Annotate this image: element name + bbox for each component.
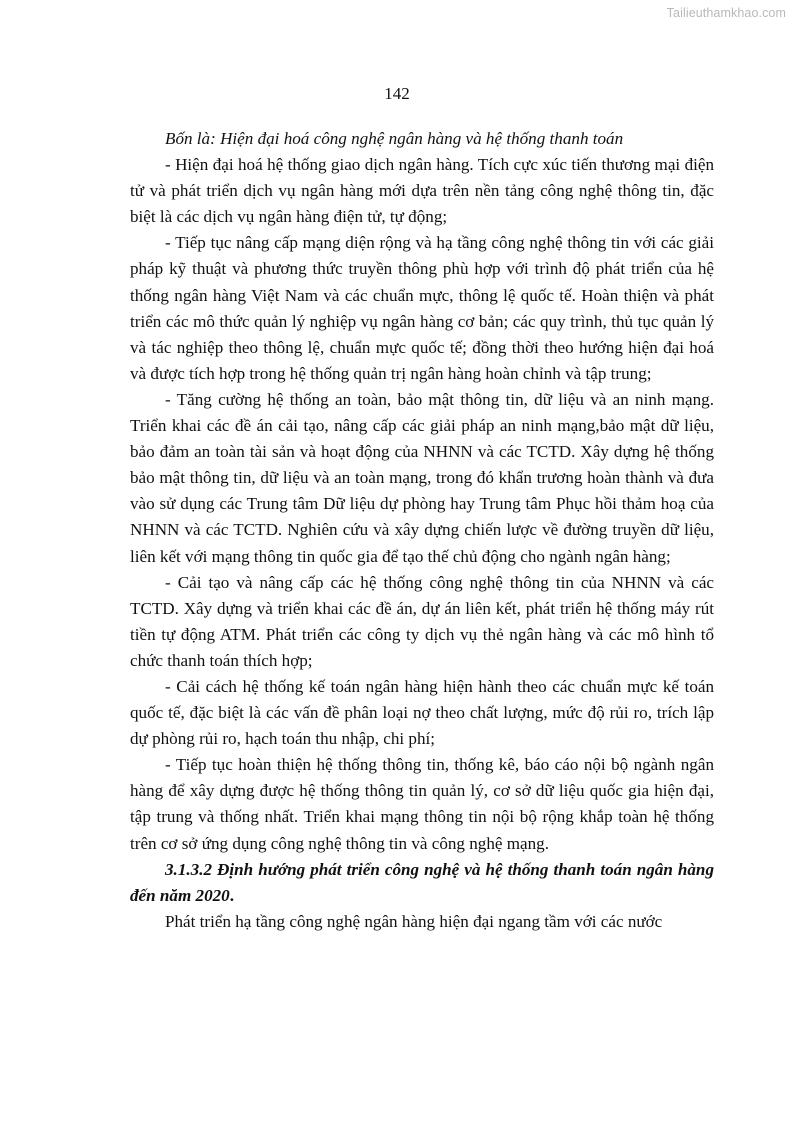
- body-paragraph: - Tiếp tục hoàn thiện hệ thống thông tin, thống kê, báo cáo nội bộ ngành ngân hàng để xây dựng được hệ thống thông tin quản lý, cơ sở dữ liệu quốc gia hiện đại, tập trung và thống nhất. Triển khai mạng thông tin nội bộ rộng khắp toàn hệ thống trên cơ sở ứng dụng công nghệ thông tin và công nghệ mạng.: [130, 755, 714, 853]
- section-heading: Bốn là: Hiện đại hoá công nghệ ngân hàng và hệ thống thanh toán: [165, 129, 624, 148]
- subsection-heading-text: 3.1.3.2 Định hướng phát triển công nghệ và hệ thống thanh toán ngân hàng đến năm 2020: [130, 859, 714, 905]
- body-paragraph: - Cải cách hệ thống kế toán ngân hàng hiện hành theo các chuẩn mực kế toán quốc tế, đặc biệt là các vấn đề phân loại nợ theo chất lượng, mức độ rủi ro, trích lập dự phòng rủi ro, hạch toán thu nhập, chi phí;: [130, 676, 714, 749]
- body-paragraph: - Cải tạo và nâng cấp các hệ thống công nghệ thông tin của NHNN và các TCTD. Xây dựng và triển khai các đề án, dự án liên kết, phát triển hệ thống máy rút tiền tự động ATM. Phát triển các công ty dịch vụ thẻ ngân hàng và các mô hình tổ chức thanh toán thích hợp;: [130, 572, 714, 670]
- document-body: [130, 126, 714, 935]
- page-number: 142: [384, 84, 410, 103]
- body-paragraph: - Hiện đại hoá hệ thống giao dịch ngân hàng. Tích cực xúc tiến thương mại điện tử và phát triển dịch vụ ngân hàng mới dựa trên nền tảng công nghệ thông tin, đặc biệt là các dịch vụ ngân hàng điện tử, tự động;: [130, 155, 714, 227]
- subsection-heading-period: .: [229, 885, 235, 905]
- watermark: Tailieuthamkhao.com: [666, 6, 786, 20]
- body-paragraph: - Tăng cường hệ thống an toàn, bảo mật thông tin, dữ liệu và an ninh mạng. Triển khai các đề án cải tạo, nâng cấp các giải pháp an ninh mạng,bảo mật dữ liệu, bảo đảm an toàn tài sản và hoạt động của NHNN và các TCTD. Xây dựng hệ thống bảo mật thông tin, dữ liệu và an toàn mạng, trong đó khẩn trương hoàn thành và đưa vào sử dụng các Trung tâm Dữ liệu dự phòng hay Trung tâm Phục hồi thảm hoạ của NHNN và các TCTD. Nghiên cứu và xây dựng chiến lược về đường truyền dữ liệu, liên kết với mạng thông tin quốc gia để tạo thế chủ động cho ngành ngân hàng;: [130, 389, 714, 566]
- body-paragraph: - Tiếp tục nâng cấp mạng diện rộng và hạ tầng công nghệ thông tin với các giải pháp kỹ thuật và phương thức truyền thông phù hợp với trình độ phát triển của hệ thống ngân hàng Việt Nam và các chuẩn mực, thông lệ quốc tế. Hoàn thiện và phát triển các mô thức quản lý nghiệp vụ ngân hàng cơ bản; các quy trình, thủ tục quản lý và tác nghiệp theo thông lệ, chuẩn mực quốc tế; đồng thời theo hướng hiện đại hoá và được tích hợp trong hệ thống quản trị ngân hàng hoàn chỉnh và tập trung;: [130, 233, 714, 383]
- final-paragraph: Phát triển hạ tầng công nghệ ngân hàng hiện đại ngang tầm với các nước: [165, 911, 663, 931]
- subsection-heading: [130, 857, 714, 909]
